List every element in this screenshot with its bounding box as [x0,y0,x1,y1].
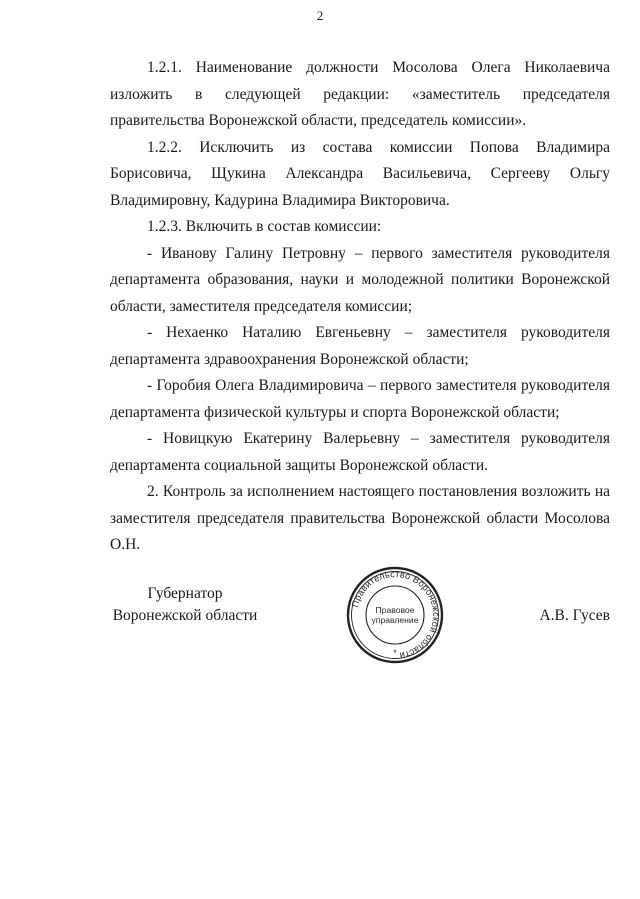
stamp-ring-text: Правительство Воронежской области [349,568,442,661]
stamp-center-line1: Правовое [375,605,415,615]
list-item-ivanova: - Иванову Галину Петровну – первого заместителя руководителя департамента образования, науки и молодежной политики Воронежской области, заместителя председателя комиссии; [110,244,610,315]
signatory-title [110,583,260,627]
list-item-gorobiy: - Горобия Олега Владимировича – первого заместителя руководителя департамента физической культуры и спорта Воронежской области; [110,377,610,421]
signatory-title-line2: Воронежской области [112,607,258,624]
official-stamp [345,565,445,665]
paragraph-1-2-3: 1.2.3. Включить в состав комиссии: [147,218,382,235]
stamp-star-mark: * [393,648,397,658]
page-number: 2 [316,8,324,23]
paragraph-2: 2. Контроль за исполнением настоящего постановления возложить на заместителя председателя правительства Воронежской области Мосолова О.Н. [110,483,610,553]
stamp-center-line2: управление [371,615,419,625]
paragraph-1-2-2: 1.2.2. Исключить из состава комиссии Попова Владимира Борисовича, Щукина Александра Васильевича, Сергееву Ольгу Владимировну, Кадурина Владимира Викторовича. [110,138,610,209]
signatory-title-line1: Губернатор [147,585,223,602]
signatory-name: А.В. Гусев [539,607,610,624]
list-item-novitskaya: - Новицкую Екатерину Валерьевну – заместителя руководителя департамента социальной защиты Воронежской области. [110,430,610,474]
list-item-nekhaenko: - Нехаенко Наталию Евгеньевну – заместителя руководителя департамента здравоохранения Воронежской области; [110,324,610,368]
document-body [110,55,610,559]
paragraph-1-2-1: 1.2.1. Наименование должности Мосолова Олега Николаевича изложить в следующей редакции: «заместитель председателя правительства Воронежской области, председатель комиссии». [110,59,610,129]
